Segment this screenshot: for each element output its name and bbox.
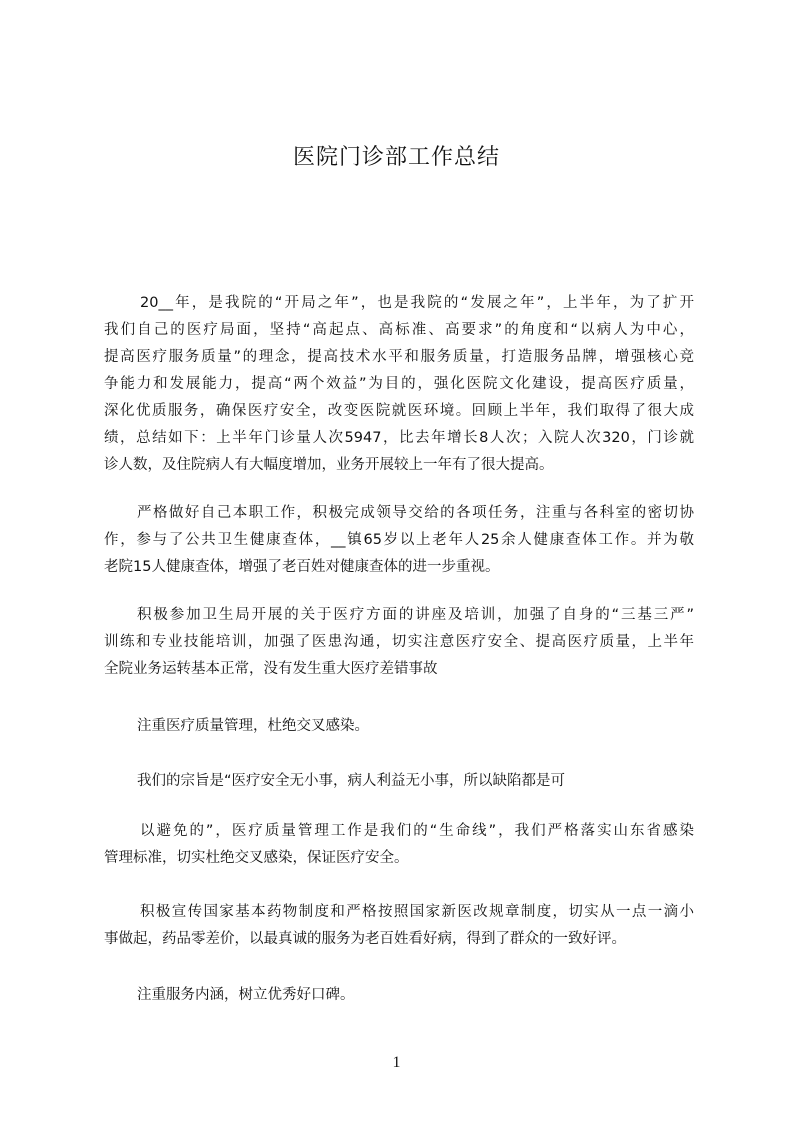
paragraph-line: 我们自己的医疗局面，坚持“高起点、高标准、高要求”的角度和“以病人为中心， [104,322,694,338]
paragraph-line: 训练和专业技能培训，加强了医患沟通，切实注意医疗安全、提高医疗质量，上半年 [104,634,694,650]
paragraph-line: 事做起，药品零差价，以最真诚的服务为老百姓看好病，得到了群众的一致好评。 [104,931,626,947]
paragraph-line: 作，参与了公共卫生健康查体，__镇65岁以上老年人25余人健康查体工作。并为敬 [104,532,694,548]
paragraph-4 [104,713,694,740]
paragraph-line: 绩，总结如下：上半年门诊量人次5947，比去年增长8人次；入院人次320，门诊就 [104,430,694,446]
paragraph-line: 争能力和发展能力，提高“两个效益”为目的，强化医院文化建设，提高医疗质量， [104,376,694,392]
paragraph-line: 诊人数，及住院病人有大幅度增加，业务开展较上一年有了很大提高。 [104,457,554,473]
paragraph-line: 注重医疗质量管理，杜绝交叉感染。 [137,718,369,734]
paragraph-line: 提高医疗服务质量”的理念，提高技术水平和服务质量，打造服务品牌，增强核心竞 [104,349,694,365]
paragraph-7 [104,899,694,953]
paragraph-line: 积极宣传国家基本药物制度和严格按照国家新医改规章制度，切实从一点一滴小 [140,904,694,920]
paragraph-line: 20__年，是我院的“开局之年”，也是我院的“发展之年”，上半年，为了扩开 [140,295,694,311]
paragraph-1 [104,290,694,479]
paragraph-line: 深化优质服务，确保医疗安全，改变医院就医环境。回顾上半年，我们取得了很大成 [104,403,694,419]
paragraph-line: 积极参加卫生局开展的关于医疗方面的讲座及培训，加强了自身的“三基三严” [137,607,694,623]
page-title: 医院门诊部工作总结 [292,145,500,170]
paragraph-line: 我们的宗旨是“医疗安全无小事，病人利益无小事，所以缺陷都是可 [137,773,566,789]
paragraph-3 [104,602,694,683]
paragraph-2 [104,500,694,581]
paragraph-line: 注重服务内涵，树立优秀好口碑。 [137,987,355,1003]
paragraph-line: 老院15人健康查体，增强了老百姓对健康查体的进一步重视。 [104,559,500,575]
page-number: 1 [392,1054,401,1071]
paragraph-5 [104,768,694,795]
paragraph-line: 严格做好自己本职工作，积极完成领导交给的各项任务，注重与各科室的密切协 [137,505,694,521]
paragraph-8 [104,982,694,1009]
paragraph-line: 全院业务运转基本正常，没有发生重大医疗差错事故 [104,661,438,677]
paragraph-line: 管理标准，切实杜绝交叉感染，保证医疗安全。 [104,850,409,866]
paragraph-6 [104,818,694,872]
paragraph-line: 以避免的”，医疗质量管理工作是我们的“生命线”，我们严格落实山东省感染 [140,823,694,839]
